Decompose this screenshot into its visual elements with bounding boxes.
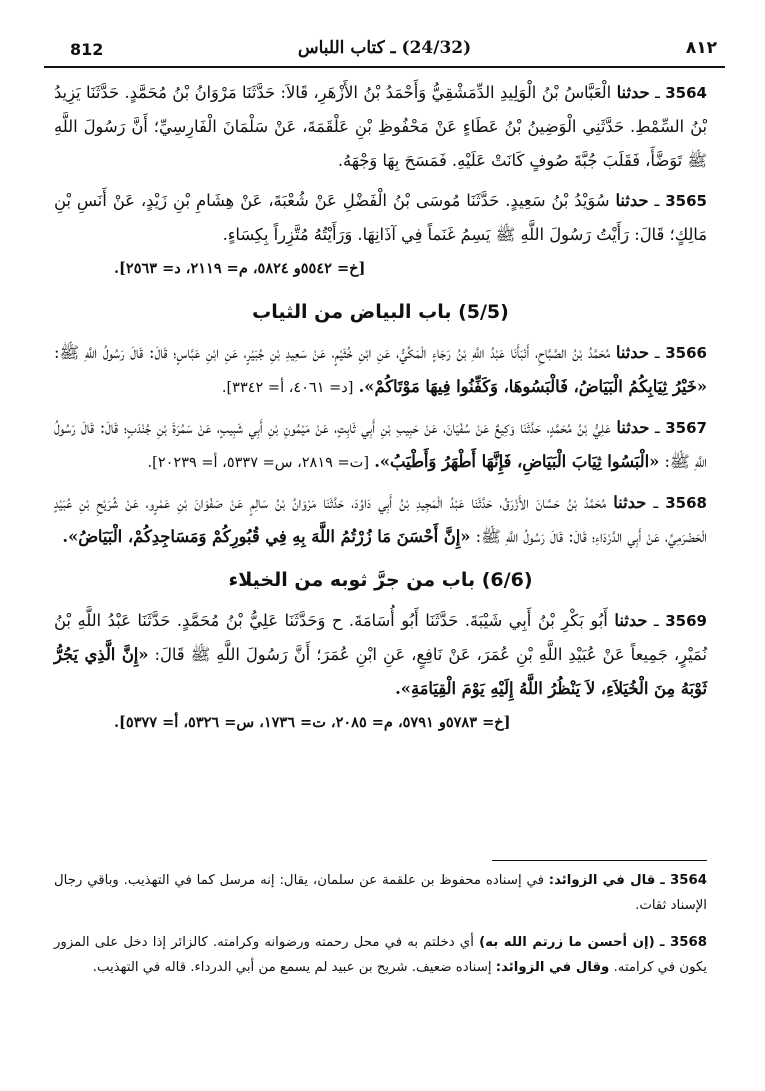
hadith-text: عَلِيُّ بْنُ مُحَمَّدٍ، حَدَّثَنَا وَكِيعٌ عَنْ سُفْيَانَ، عَنْ حَبِيبِ بْنِ أَبِي ثَابِتٍ، عَنْ مَيْمُونِ بْنِ أَبِي شَبِيبٍ، عَنْ سَمُرَةَ بْنِ جُنْدَبٍ؛ قَالَ: قَالَ رَسُولُ اللَّهِ ﷺ: — [54, 418, 707, 471]
hadith-matn: «خَيْرُ ثِيَابِكُمُ الْبَيَاضُ، فَالْبَسُوهَا، وَكَفِّنُوا فِيهَا مَوْتَاكُمْ». — [358, 377, 707, 396]
hadith-3569: 3569 ـ حدثنا أَبُو بَكْرِ بْنُ أَبِي شَيْبَةَ. حَدَّثَنَا أَبُو أُسَامَةَ. ح وَحَدَّثَنَا عَلِيُّ بْنُ مُحَمَّدٍ. حَدَّثَنَا عَبْدُ اللَّهِ بْنُ نُمَيْرٍ، جَمِيعاً عَنْ عُبَيْدِ اللَّهِ بْنِ عُمَرَ، عَنْ نَافِعٍ، عَنِ ابْنِ عُمَرَ؛ أَنَّ رَسُولَ اللَّهِ ﷺ قَالَ: «إِنَّ الَّذِي يَجُرُّ ثَوْبَهُ مِنَ الْخُيَلاَءِ، لاَ يَنْظُرُ اللَّهُ إِلَيْهِ يَوْمَ الْقِيَامَةِ». [خ= ٥٧٨٣و ٥٧٩١، م= ٢٠٨٥، ت= ١٧٣٦، س= ٥٣٢٦، أ= ٥٣٧٧]. — [54, 604, 707, 740]
page-header — [44, 36, 725, 68]
hadith-number: 3568 — [665, 494, 707, 512]
haddathana-label: حدثنا — [615, 191, 649, 210]
hadith-3567: 3567 ـ حدثنا عَلِيُّ بْنُ مُحَمَّدٍ، حَدَّثَنَا وَكِيعٌ عَنْ سُفْيَانَ، عَنْ حَبِيبِ بْنِ أَبِي ثَابِتٍ، عَنْ مَيْمُونِ بْنِ أَبِي شَبِيبٍ، عَنْ سَمُرَةَ بْنِ جُنْدَبٍ؛ قَالَ: قَالَ رَسُولُ اللَّهِ ﷺ: «الْبَسُوا ثِيَابَ الْبَيَاضِ، فَإِنَّهَا أَطْهَرُ وَأَطْيَبُ». [ت= ٢٨١٩، س= ٥٣٣٧، أ= ٢٠٢٣٩]. — [54, 418, 707, 471]
haddathana-label: حدثنا — [614, 611, 648, 630]
hadith-text: مُحَمَّدُ بْنُ حَسَّانَ الأَزْرَقُ، حَدَّثَنَا عَبْدُ الْمَجِيدِ بْنُ أَبِي دَاوُدَ، حَدَّثَنَا مَرْوَانُ بْنُ سَالِمٍ عَنْ صَفْوَانَ بْنِ عَمْرٍو، عَنْ شُرَيْحِ بْنِ عُبَيْدٍ الْحَضْرَمِيِّ، عَنْ أَبِي الدَّرْدَاءِ؛ قَالَ: قَالَ رَسُولُ اللَّهِ ﷺ: — [54, 493, 707, 546]
main-text — [54, 76, 707, 746]
page-number-latin: 812 — [70, 40, 104, 59]
hadith-text: مُحَمَّدُ بْنُ الصَّبَّاحِ، أَنْبَأَنَا عَبْدُ اللَّهِ بْنُ رَجَاءٍ الْمَكِّيُّ، عَنِ ابْنِ خُثَيْمٍ، عَنْ سَعِيدِ بْنِ جُبَيْرٍ، عَنِ ابْنِ عَبَّاسٍ؛ قَالَ: قَالَ رَسُولُ اللَّهِ ﷺ: — [54, 343, 611, 362]
page-number-arabic: ٨١٢ — [685, 38, 717, 58]
hadith-3564: 3564 ـ حدثنا الْعَبَّاسُ بْنُ الْوَلِيدِ الدِّمَشْقِيُّ وَأَحْمَدُ بْنُ الأَزْهَرِ، قَالاَ: حَدَّثَنَا مَرْوَانُ بْنُ مُحَمَّدٍ. حَدَّثَنَا يَزِيدُ بْنُ السِّمْطِ. حَدَّثَنِي الْوَضِينُ بْنُ عَطَاءٍ عَنْ مَحْفُوظِ بْنِ عَلْقَمَةَ، عَنْ سَلْمَانَ الْفَارِسِيِّ؛ أَنَّ رَسُولَ اللَّهِ ﷺ تَوَضَّأَ، فَقَلَبَ جُبَّةَ صُوفٍ كَانَتْ عَلَيْهِ. فَمَسَحَ بِهَا وَجْهَهُ. — [54, 83, 707, 170]
haddathana-label: حدثنا — [616, 418, 650, 437]
hadith-matn: «إِنَّ الَّذِي يَجُرُّ ثَوْبَهُ مِنَ الْخُيَلاَءِ، لاَ يَنْظُرُ اللَّهُ إِلَيْهِ يَوْمَ الْقِيَامَةِ». — [54, 645, 707, 698]
footnote-number: 3568 ـ — [659, 935, 707, 950]
hadith-references: [خ= ٥٥٤٢و ٥٨٢٤، م= ٢١١٩، د= ٢٥٦٣]. — [114, 260, 366, 277]
footnote-lead: قال في الزوائد: — [548, 873, 656, 888]
hadith-text: الْعَبَّاسُ بْنُ الْوَلِيدِ الدِّمَشْقِيُّ وَأَحْمَدُ بْنُ الأَزْهَرِ، قَالاَ: حَدَّثَنَا مَرْوَانُ بْنُ مُحَمَّدٍ. حَدَّثَنَا يَزِيدُ بْنُ السِّمْطِ. حَدَّثَنِي الْوَضِينُ بْنُ عَطَاءٍ عَنْ مَحْفُوظِ بْنِ عَلْقَمَةَ، عَنْ سَلْمَانَ الْفَارِسِيِّ؛ أَنَّ رَسُولَ اللَّهِ ﷺ تَوَضَّأَ، فَقَلَبَ جُبَّةَ صُوفٍ كَانَتْ عَلَيْهِ. فَمَسَحَ بِهَا وَجْهَهُ. — [54, 83, 707, 170]
footnote-3568 — [54, 930, 707, 980]
footnote-text: في إسناده محفوظ بن علقمة عن سلمان، يقال: إنه مرسل كما في التهذيب. وباقي رجال الإسناد ثقات. — [54, 873, 707, 913]
footnote-lead: (إن أحسن ما زرتم الله به) — [479, 935, 655, 950]
hadith-number: 3569 — [665, 612, 707, 630]
hadith-text: سُوَيْدُ بْنُ سَعِيدٍ. حَدَّثَنَا مُوسَى بْنُ الْفَضْلِ عَنْ شُعْبَةَ، عَنْ هِشَامِ بْنِ زَيْدٍ، عَنْ أَنَسِ بْنِ مَالِكٍ؛ قَالَ: رَأَيْتُ رَسُولَ اللَّهِ ﷺ يَسِمُ غَنَماً فِي آذَانِهَا. وَرَأَيْتُهُ مُتَّزِراً بِكِسَاءٍ. — [54, 191, 707, 244]
hadith-number: 3564 — [665, 84, 707, 102]
footnote-divider — [492, 860, 707, 861]
hadith-number: 3565 — [665, 192, 707, 210]
haddathana-label: حدثنا — [615, 343, 649, 362]
footnote-text: أي دخلتم به في محل رحمته ورضوانه وكرامته. كالزائر إذا دخل على المزور يكون في كرامته. — [54, 935, 707, 975]
hadith-3565: 3565 ـ حدثنا سُوَيْدُ بْنُ سَعِيدٍ. حَدَّثَنَا مُوسَى بْنُ الْفَضْلِ عَنْ شُعْبَةَ، عَنْ هِشَامِ بْنِ زَيْدٍ، عَنْ أَنَسِ بْنِ مَالِكٍ؛ قَالَ: رَأَيْتُ رَسُولَ اللَّهِ ﷺ يَسِمُ غَنَماً فِي آذَانِهَا. وَرَأَيْتُهُ مُتَّزِراً بِكِسَاءٍ. [خ= ٥٥٤٢و ٥٨٢٤، م= ٢١١٩، د= ٢٥٦٣]. — [54, 184, 707, 286]
hadith-matn: «الْبَسُوا ثِيَابَ الْبَيَاضِ، فَإِنَّهَا أَطْهَرُ وَأَطْيَبُ». — [374, 452, 660, 471]
haddathana-label: حدثنا — [613, 493, 647, 512]
footnote-text-2: إسناده ضعيف. شريح بن عبيد لم يسمع من أبي الدرداء. قاله في التهذيب. — [92, 960, 492, 975]
hadith-number: 3567 — [665, 419, 707, 437]
footnote-number: 3564 ـ — [660, 873, 708, 888]
footnote-3564 — [54, 868, 707, 918]
footnote-lead-2: وقال في الزوائد: — [495, 960, 610, 975]
chapter-heading-6: (6/6) باب من جرَّ ثوبه من الخيلاء — [228, 569, 533, 591]
haddathana-label: حدثنا — [616, 83, 650, 102]
hadith-references: [خ= ٥٧٨٣و ٥٧٩١، م= ٢٠٨٥، ت= ١٧٣٦، س= ٥٣٢٦، أ= ٥٣٧٧]. — [114, 714, 511, 731]
hadith-text: أَبُو بَكْرِ بْنُ أَبِي شَيْبَةَ. حَدَّثَنَا أَبُو أُسَامَةَ. ح وَحَدَّثَنَا عَلِيُّ بْنُ مُحَمَّدٍ. حَدَّثَنَا عَبْدُ اللَّهِ بْنُ نُمَيْرٍ، جَمِيعاً عَنْ عُبَيْدِ اللَّهِ بْنِ عُمَرَ، عَنْ نَافِعٍ، عَنِ ابْنِ عُمَرَ؛ أَنَّ رَسُولَ اللَّهِ ﷺ قَالَ: — [54, 611, 707, 664]
running-title: (24/32) ـ كتاب اللباس — [297, 38, 472, 58]
hadith-references: [ت= ٢٨١٩، س= ٥٣٣٧، أ= ٢٠٢٣٩]. — [147, 455, 369, 471]
hadith-number: 3566 — [665, 344, 707, 362]
chapter-heading-5: (5/5) باب البياض من الثياب — [252, 301, 509, 323]
hadith-matn: «إِنَّ أَحْسَنَ مَا زُرْتُمُ اللَّهَ بِهِ فِي قُبُورِكُمْ وَمَسَاجِدِكُمْ، الْبَيَاضُ». — [62, 527, 471, 546]
hadith-3568: 3568 ـ حدثنا مُحَمَّدُ بْنُ حَسَّانَ الأَزْرَقُ، حَدَّثَنَا عَبْدُ الْمَجِيدِ بْنُ أَبِي دَاوُدَ، حَدَّثَنَا مَرْوَانُ بْنُ سَالِمٍ عَنْ صَفْوَانَ بْنِ عَمْرٍو، عَنْ شُرَيْحِ بْنِ عُبَيْدٍ الْحَضْرَمِيِّ، عَنْ أَبِي الدَّرْدَاءِ؛ قَالَ: قَالَ رَسُولُ اللَّهِ ﷺ: «إِنَّ أَحْسَنَ مَا زُرْتُمُ اللَّهَ بِهِ فِي قُبُورِكُمْ وَمَسَاجِدِكُمْ، الْبَيَاضُ». — [54, 493, 707, 546]
hadith-references: [د= ٤٠٦١، أ= ٣٣٤٢]. — [221, 380, 354, 396]
footnotes — [54, 868, 707, 992]
hadith-3566: 3566 ـ حدثنا مُحَمَّدُ بْنُ الصَّبَّاحِ، أَنْبَأَنَا عَبْدُ اللَّهِ بْنُ رَجَاءٍ الْمَكِّيُّ، عَنِ ابْنِ خُثَيْمٍ، عَنْ سَعِيدِ بْنِ جُبَيْرٍ، عَنِ ابْنِ عَبَّاسٍ؛ قَالَ: قَالَ رَسُولُ اللَّهِ ﷺ: «خَيْرُ ثِيَابِكُمُ الْبَيَاضُ، فَالْبَسُوهَا، وَكَفِّنُوا فِيهَا مَوْتَاكُمْ». [د= ٤٠٦١، أ= ٣٣٤٢]. — [54, 343, 707, 396]
